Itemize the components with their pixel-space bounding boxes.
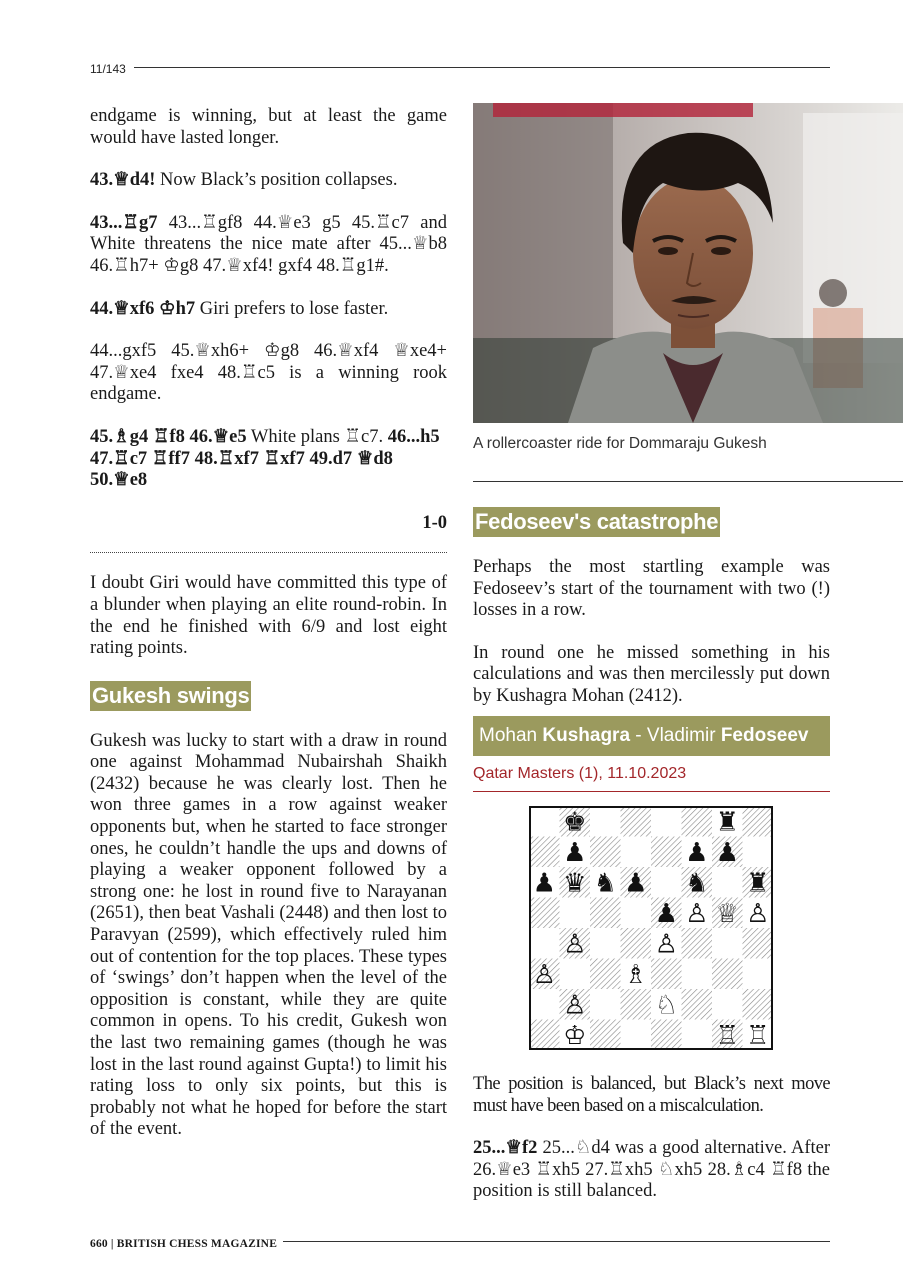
dark-square [621, 806, 652, 837]
annotation-text: 25...♘d4 was a good alternative. After 26.♕e3 ♖xh5 27.♖xh5 ♘xh5 28.♗c4 ♖f8 the position is still balanced. [473, 1138, 830, 1202]
dark-square [590, 837, 621, 868]
event-rule [473, 791, 830, 792]
dark-square [590, 1020, 621, 1051]
dark-square [682, 806, 713, 837]
light-square [712, 928, 743, 959]
game-event: Qatar Masters (1), 11.10.2023 [473, 765, 687, 782]
dark-square [743, 806, 774, 837]
paragraph: Perhaps the most startling example was Fedoseev’s start of the tournament with two (!) losses in a row. [473, 557, 830, 621]
light-square [712, 989, 743, 1020]
dark-square [590, 959, 621, 990]
chess-piece-h1: ♖ [746, 1020, 770, 1050]
dark-square [651, 959, 682, 990]
chess-piece-e2: ♘ [654, 990, 678, 1021]
dark-square [529, 898, 560, 929]
light-square [529, 928, 560, 959]
footer-label: 660 | BRITISH CHESS MAGAZINE [90, 1238, 283, 1250]
chess-piece-a3: ♙ [532, 959, 556, 990]
paragraph [90, 170, 447, 192]
game-players-bar [473, 716, 830, 756]
light-square [743, 837, 774, 868]
header-rule [90, 67, 830, 68]
dark-square [529, 1020, 560, 1051]
paragraph: I doubt Giri would have committed this type of a blunder when playing an elite round-robin. In the end he finished with 6/9 and lost eight rating points. [90, 573, 447, 659]
chess-piece-d3: ♗ [624, 959, 648, 990]
chess-piece-g8: ♜ [715, 807, 739, 838]
chess-piece-b2: ♙ [563, 990, 587, 1021]
light-square [560, 959, 591, 990]
light-square [529, 989, 560, 1020]
chess-piece-f7: ♟ [685, 837, 709, 868]
chess-piece-h6: ♜ [746, 868, 770, 899]
dark-square [621, 989, 652, 1020]
page-indicator: 11/143 [90, 62, 134, 76]
light-square [743, 959, 774, 990]
move-notation: 25...♕f2 [473, 1138, 538, 1159]
dark-square [651, 837, 682, 868]
paragraph: The position is balanced, but Black’s next move must have been based on a miscalculation. [473, 1074, 830, 1116]
players-separator: - Vladimir [630, 725, 721, 746]
photo-caption: A rollercoaster ride for Dommaraju Gukesh [473, 435, 767, 452]
move-notation: 45.♗g4 ♖f8 46.♕e5 [90, 426, 247, 447]
light-square [560, 898, 591, 929]
paragraph [473, 1138, 830, 1203]
light-square [651, 806, 682, 837]
dark-square [590, 898, 621, 929]
player-photo [473, 103, 903, 423]
light-square [621, 837, 652, 868]
dark-square [651, 1020, 682, 1051]
dark-square [712, 959, 743, 990]
chess-piece-h5: ♙ [746, 898, 770, 929]
paragraph: In round one he missed something in his calculations and was then mercilessly put down by Kushagra Mohan (2412). [473, 642, 830, 706]
paragraph [90, 427, 447, 492]
annotation-text: Now Black’s position collapses. [155, 170, 398, 191]
chess-piece-d6: ♟ [624, 868, 648, 899]
page-footer [90, 1234, 830, 1248]
white-last-name: Kushagra [542, 725, 631, 746]
chess-piece-b8: ♚ [563, 807, 587, 838]
section-heading: Fedoseev's catastrophe [473, 507, 720, 537]
annotation-text: White plans ♖c7. [246, 426, 384, 447]
chess-piece-b1: ♔ [563, 1020, 587, 1050]
move-notation: 43...♖g7 [90, 212, 158, 233]
page-header [90, 60, 830, 74]
paragraph: endgame is winning, but at least the game would have lasted longer. [90, 106, 447, 148]
chess-piece-b4: ♙ [563, 929, 587, 960]
chess-diagram [529, 806, 773, 1050]
dark-square [529, 837, 560, 868]
light-square [590, 989, 621, 1020]
chess-piece-g7: ♟ [715, 837, 739, 868]
chess-piece-e5: ♟ [654, 898, 678, 929]
light-square [621, 898, 652, 929]
annotation-text: Giri prefers to lose faster. [195, 298, 389, 319]
chess-piece-b7: ♟ [563, 837, 587, 868]
light-square [590, 928, 621, 959]
chess-piece-f5: ♙ [685, 898, 709, 929]
light-square [651, 867, 682, 898]
chess-piece-b6: ♛ [563, 868, 587, 899]
light-square [682, 1020, 713, 1051]
light-square [621, 1020, 652, 1051]
light-square [712, 867, 743, 898]
paragraph: 44...gxf5 45.♕xh6+ ♔g8 46.♕xf4 ♕xe4+ 47.♕xe4 fxe4 48.♖c5 is a winning rook endgame. [90, 341, 447, 405]
game-result: 1-0 [422, 512, 447, 533]
light-square [682, 959, 713, 990]
chess-piece-a6: ♟ [532, 868, 556, 899]
paragraph [90, 299, 447, 321]
annotation-text: 43...♖gf8 44.♕e3 g5 45.♖c7 and White threatens the nice mate after 45...♕b8 46.♖h7+ ♔g8 47.♕xf4! gxf4 48.♖g1#. [90, 212, 447, 276]
light-square [529, 806, 560, 837]
chess-piece-c6: ♞ [593, 868, 617, 899]
white-first-name: Mohan [479, 725, 543, 746]
right-column [473, 557, 830, 729]
paragraph [90, 213, 447, 278]
chess-piece-f6: ♞ [685, 868, 709, 899]
chess-piece-g1: ♖ [715, 1020, 739, 1050]
dark-square [743, 928, 774, 959]
dark-square [682, 989, 713, 1020]
dotted-divider [90, 552, 447, 553]
left-column [90, 106, 447, 1162]
chess-piece-g5: ♕ [715, 898, 739, 929]
chess-piece-e4: ♙ [654, 929, 678, 960]
move-notation: 43.♕d4! [90, 170, 156, 191]
section-heading: Gukesh swings [90, 681, 251, 711]
dark-square [682, 928, 713, 959]
dark-square [743, 989, 774, 1020]
move-notation: 44.♕xf6 ♔h7 [90, 298, 196, 319]
dark-square [621, 928, 652, 959]
move-notation: 46...h5 47.♖c7 ♖ff7 48.♖xf7 ♖xf7 49.d7 ♕d8 50.♕e8 [90, 426, 440, 491]
paragraph: Gukesh was lucky to start with a draw in round one against Mohammad Nubairshah Shaikh (2432) because he was clearly lost. Then he won three games in a row against weaker opponents but, when he started to face stronger ones, he couldn’t handle the ups and downs of playing a weaker opponent followed by a strong one: he lost in round five to Narayanan (2651), then beat Vashali (2448) and then lost to Paravyan (2599), which effectively ruled him out of contention for the top places. These types of ‘swings’ don’t happen when the level of the opposition is constant, while they are quite common in opens. To his credit, Gukesh won the last two remaining games (though he was lost in the last round against Gupta!) to limit his rating loss to only six points, but this is probably not what he hoped for before the start of the event. [90, 730, 447, 1140]
right-column-lower [473, 1074, 830, 1224]
black-last-name: Fedoseev [720, 725, 809, 746]
light-square [590, 806, 621, 837]
caption-rule [473, 481, 903, 482]
